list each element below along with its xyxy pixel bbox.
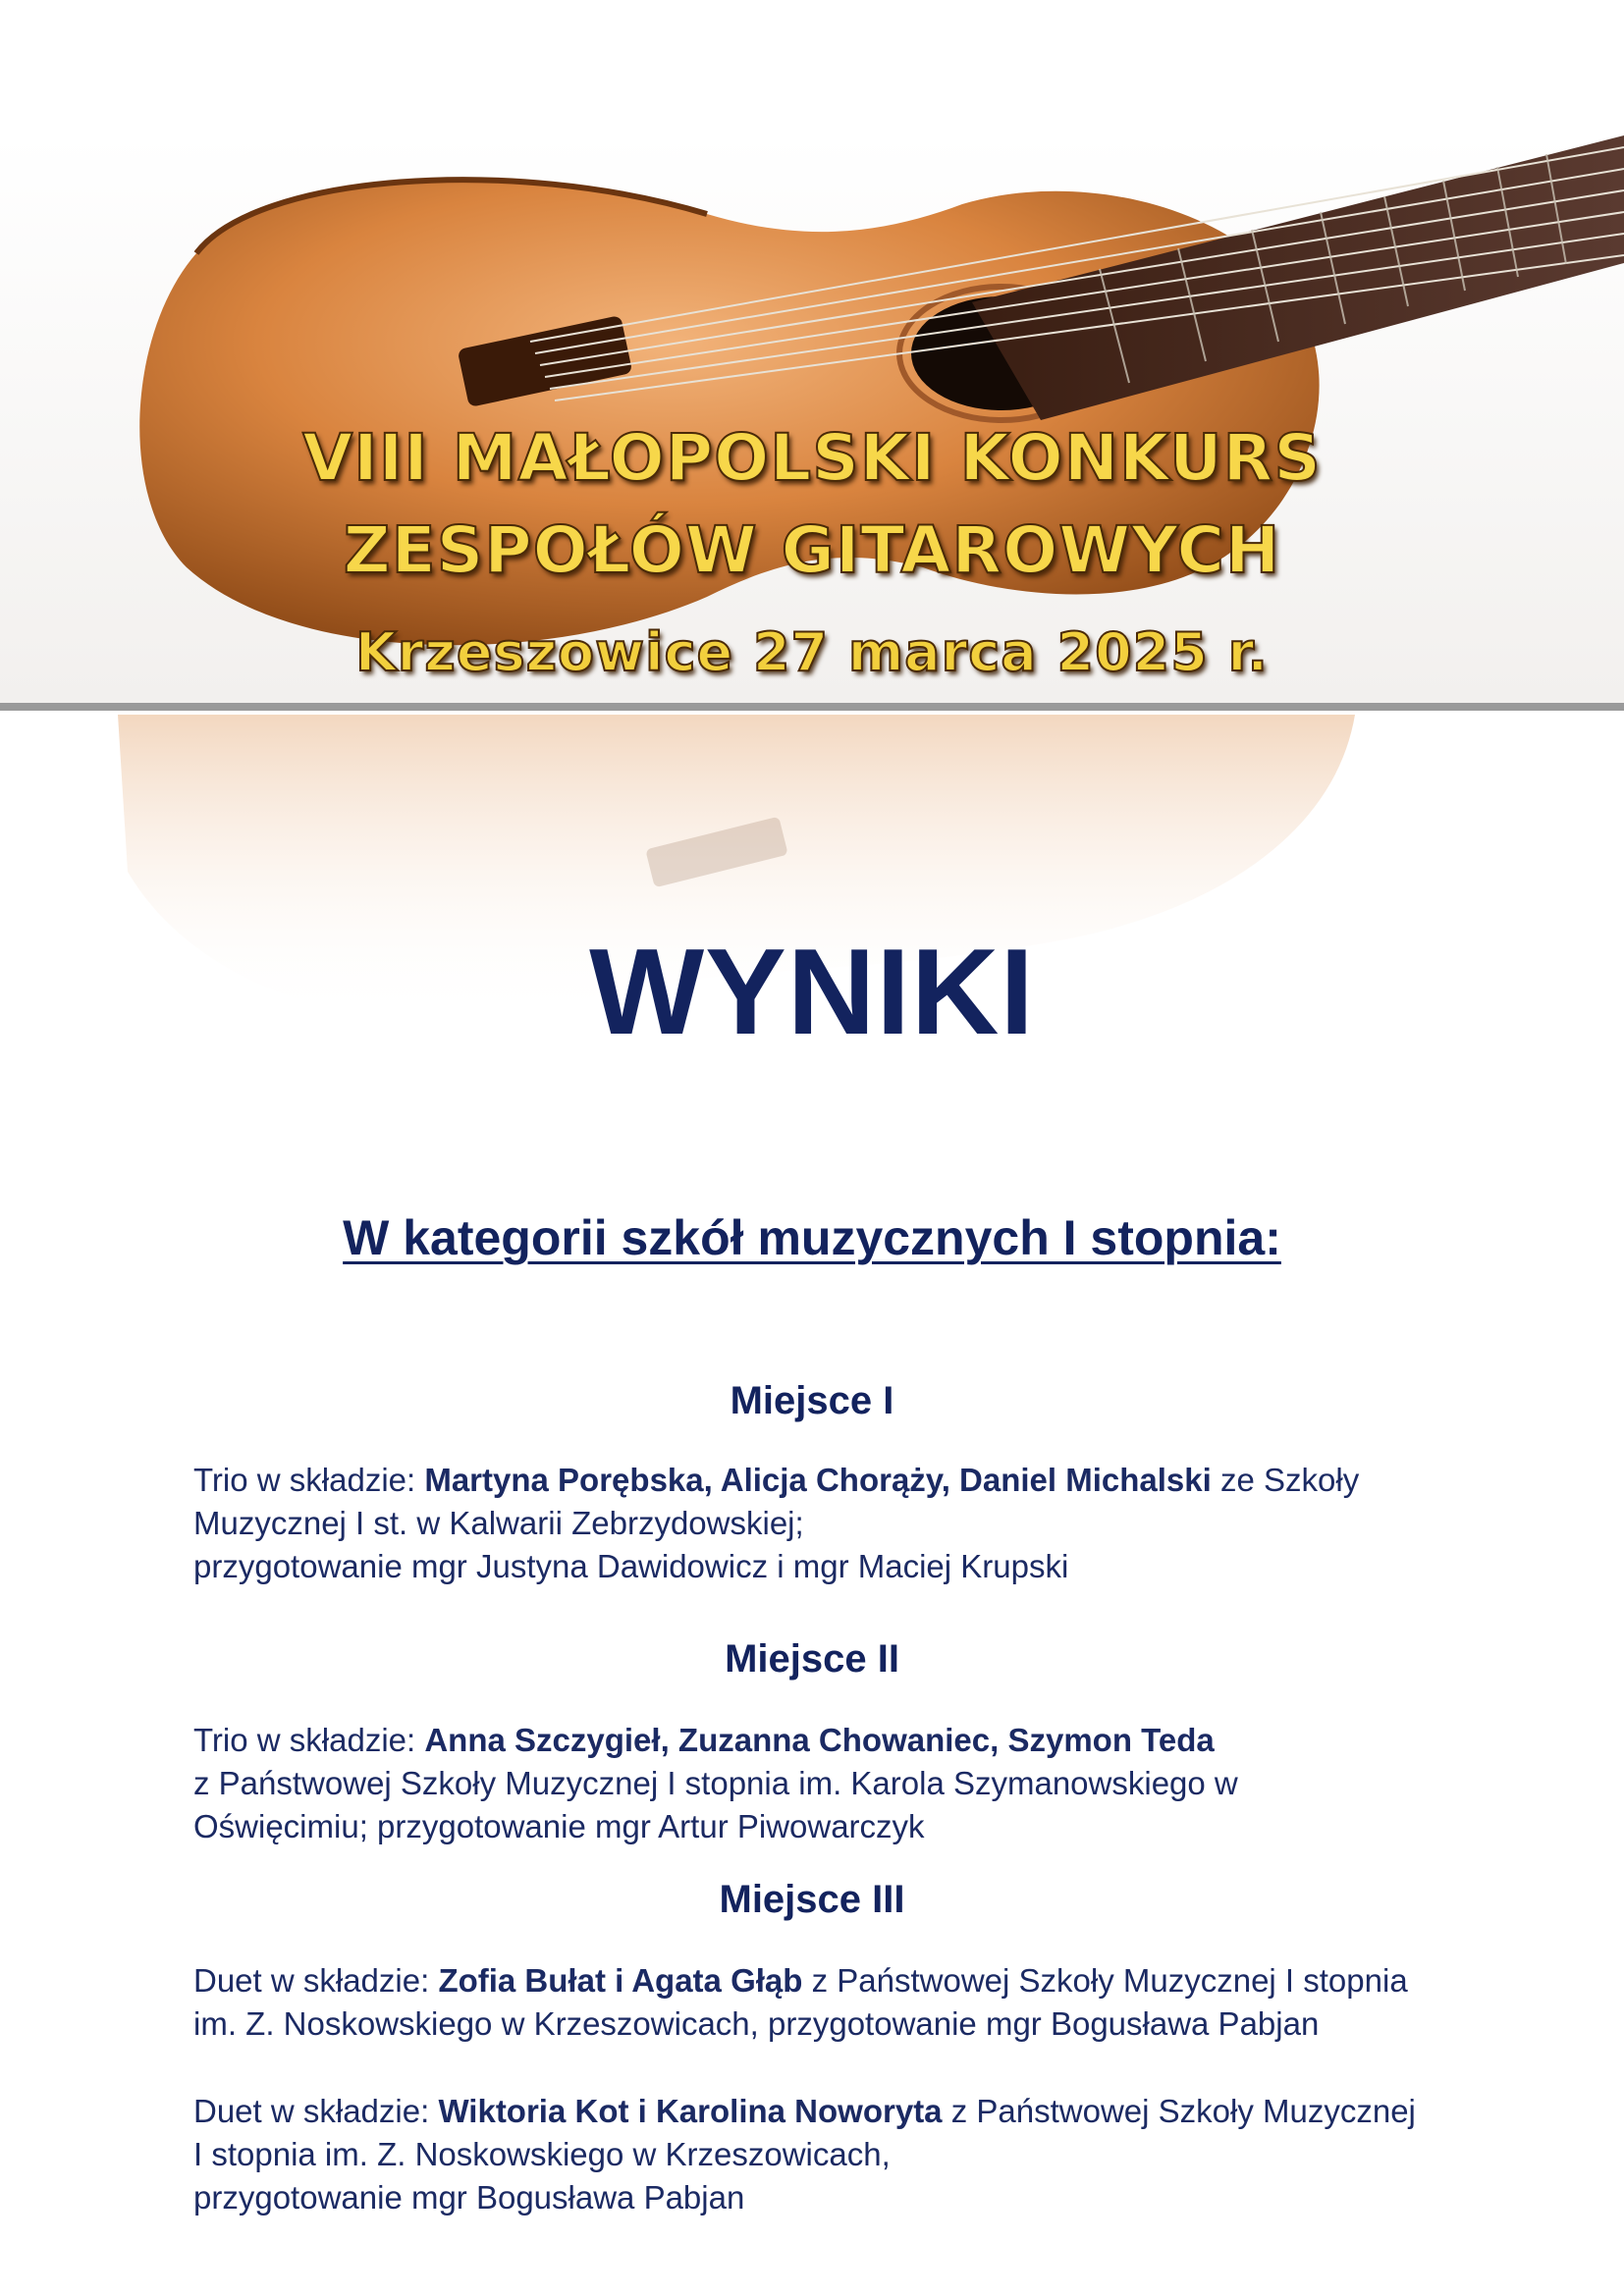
place-2-title: Miejsce II	[725, 1637, 899, 1681]
entry-rest: z Państwowej Szkoły Muzycznej	[942, 2093, 1416, 2129]
entry-line3: przygotowanie mgr Bogusława Pabjan	[193, 2179, 745, 2216]
entry-names: Martyna Porębska, Alicja Chorąży, Daniel Michalski	[424, 1462, 1212, 1498]
entry-line2: im. Z. Noskowskiego w Krzeszowicach, przygotowanie mgr Bogusława Pabjan	[193, 2005, 1320, 2042]
place-1-title: Miejsce I	[730, 1379, 894, 1422]
place-3-title: Miejsce III	[719, 1878, 905, 1921]
entry-rest: ze Szkoły	[1211, 1462, 1360, 1498]
guitar-banner	[0, 135, 1624, 715]
banner-title-line1: VIII MAŁOPOLSKI KONKURS	[302, 420, 1322, 496]
place-3-entry-1	[193, 1959, 1470, 2046]
page-title: WYNIKI	[589, 925, 1035, 1060]
category-heading	[0, 1209, 1624, 1266]
banner-subtitle: Krzeszowice 27 marca 2025 r.	[354, 621, 1270, 683]
entry-prefix: Duet w składzie:	[193, 2093, 439, 2129]
entry-names: Wiktoria Kot i Karolina Noworyta	[438, 2093, 943, 2129]
entry-line3: Oświęcimiu; przygotowanie mgr Artur Piwowarczyk	[193, 1808, 925, 1844]
entry-prefix: Trio w składzie:	[193, 1462, 425, 1498]
entry-line2: z Państwowej Szkoły Muzycznej I stopnia im. Karola Szymanowskiego w	[193, 1765, 1238, 1801]
place-3-entry-2	[193, 2090, 1470, 2219]
place-1-entry	[193, 1459, 1470, 1588]
entry-line3: przygotowanie mgr Justyna Dawidowicz i mgr Maciej Krupski	[193, 1548, 1069, 1584]
category-heading-text: W kategorii szkół muzycznych I stopnia:	[343, 1210, 1281, 1265]
entry-line2: Muzycznej I st. w Kalwarii Zebrzydowskiej;	[193, 1505, 804, 1541]
entry-prefix: Duet w składzie:	[193, 1962, 439, 1999]
entry-names: Anna Szczygieł, Zuzanna Chowaniec, Szymon Teda	[424, 1722, 1215, 1758]
entry-rest: z Państwowej Szkoły Muzycznej I stopnia	[802, 1962, 1408, 1999]
entry-line2: I stopnia im. Z. Noskowskiego w Krzeszowicach,	[193, 2136, 891, 2172]
entry-names: Zofia Bułat i Agata Głąb	[438, 1962, 803, 1999]
banner-title-line2: ZESPOŁÓW GITAROWYCH	[343, 512, 1281, 588]
entry-prefix: Trio w składzie:	[193, 1722, 425, 1758]
place-2-entry	[193, 1719, 1470, 1848]
